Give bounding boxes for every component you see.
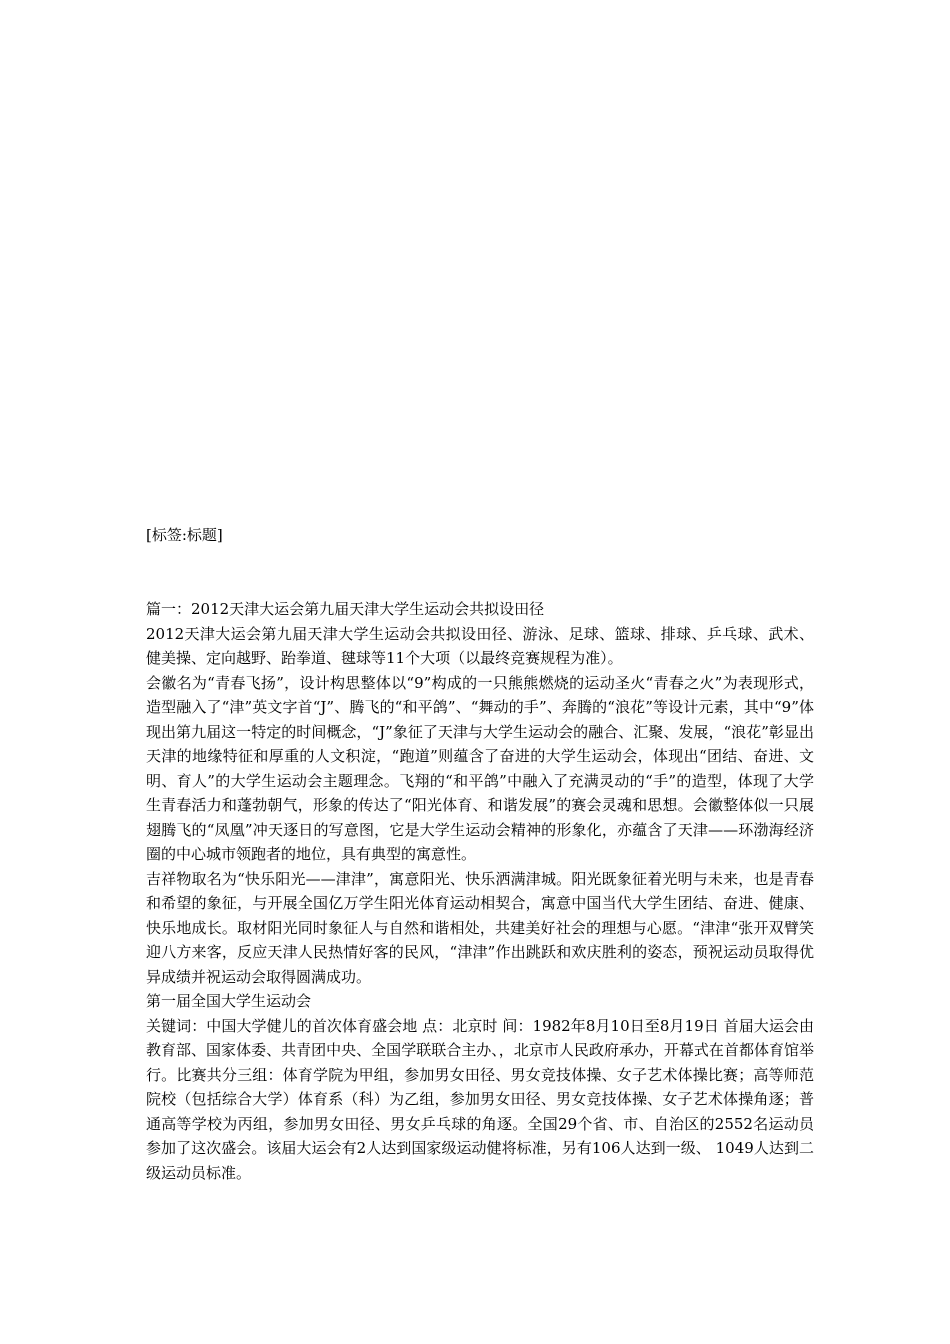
paragraph-events: 2012天津大运会第九届天津大学生运动会共拟设田径、游泳、足球、篮球、排球、乒乓球、武术、健美操、定向越野、跆拳道、毽球等11个大项（以最终竞赛规程为准）。 xyxy=(146,624,814,667)
tag-label: [标签:标题] xyxy=(146,526,223,544)
article-heading: 篇一：2012天津大运会第九届天津大学生运动会共拟设田径 xyxy=(146,600,545,618)
paragraph-first-games: 关键词：中国大学健儿的首次体育盛会地 点：北京时 间：1982年8月10日至8月19日 首届大运会由教育部、国家体委、共青团中央、全国学联联合主办、，北京市人民政府承办，开幕式在首都体育馆举行。比赛共分三组：体育学院为甲组，参加男女田径、男女竞技体操、女子艺术体操比赛；高等师范院校（包括综合大学）体育系（科）为乙组，参加男女田径、男女竞技体操、女子艺术体操角逐；普通高等学校为丙组，参加男女田径、男女乒乓球的角逐。全国29个省、市、自治区的2552名运动员参加了这次盛会。该届大运会有2人达到国家级运动健将标准，另有106人达到一级、 1049人达到二级运动员标准。 xyxy=(146,1016,814,1182)
section-title-first-games: 第一届全国大学生运动会 xyxy=(146,992,312,1010)
paragraph-emblem: 会徽名为“青春飞扬”，设计构思整体以“9”构成的一只熊熊燃烧的运动圣火“青春之火”为表现形式，造型融入了“津”英文字首“J”、腾飞的“和平鸽”、“舞动的手”、奔腾的“浪花”等设计元素，其中“9”体现出第九届这一特定的时间概念，“J”象征了天津与大学生运动会的融合、汇聚、发展，“浪花”彰显出天津的地缘特征和厚重的人文积淀，“跑道”则蕴含了奋进的大学生运动会，体现出“团结、奋进、文明、育人”的大学生运动会主题理念。飞翔的“和平鸽”中融入了充满灵动的“手”的造型，体现了大学生青春活力和蓬勃朝气，形象的传达了“阳光体育、和谐发展”的赛会灵魂和思想。会徽整体似一只展翅腾飞的“凤凰”冲天逐日的写意图，它是大学生运动会精神的形象化，亦蕴含了天津——环渤海经济圈的中心城市领跑者的地位，具有典型的寓意性。 xyxy=(146,673,814,863)
article-body xyxy=(146,597,814,1185)
paragraph-mascot: 吉祥物取名为“快乐阳光——津津”，寓意阳光、快乐洒满津城。阳光既象征着光明与未来，也是青春和希望的象征，与开展全国亿万学生阳光体育运动相契合，寓意中国当代大学生团结、奋进、健康、快乐地成长。取材阳光同时象征人与自然和谐相处，共建美好社会的理想与心愿。“津津“张开双臂笑迎八方来客，反应天津人民热情好客的民风，“津津”作出跳跃和欢庆胜利的姿态，预祝运动员取得优异成绩并祝运动会取得圆满成功。 xyxy=(146,869,814,986)
